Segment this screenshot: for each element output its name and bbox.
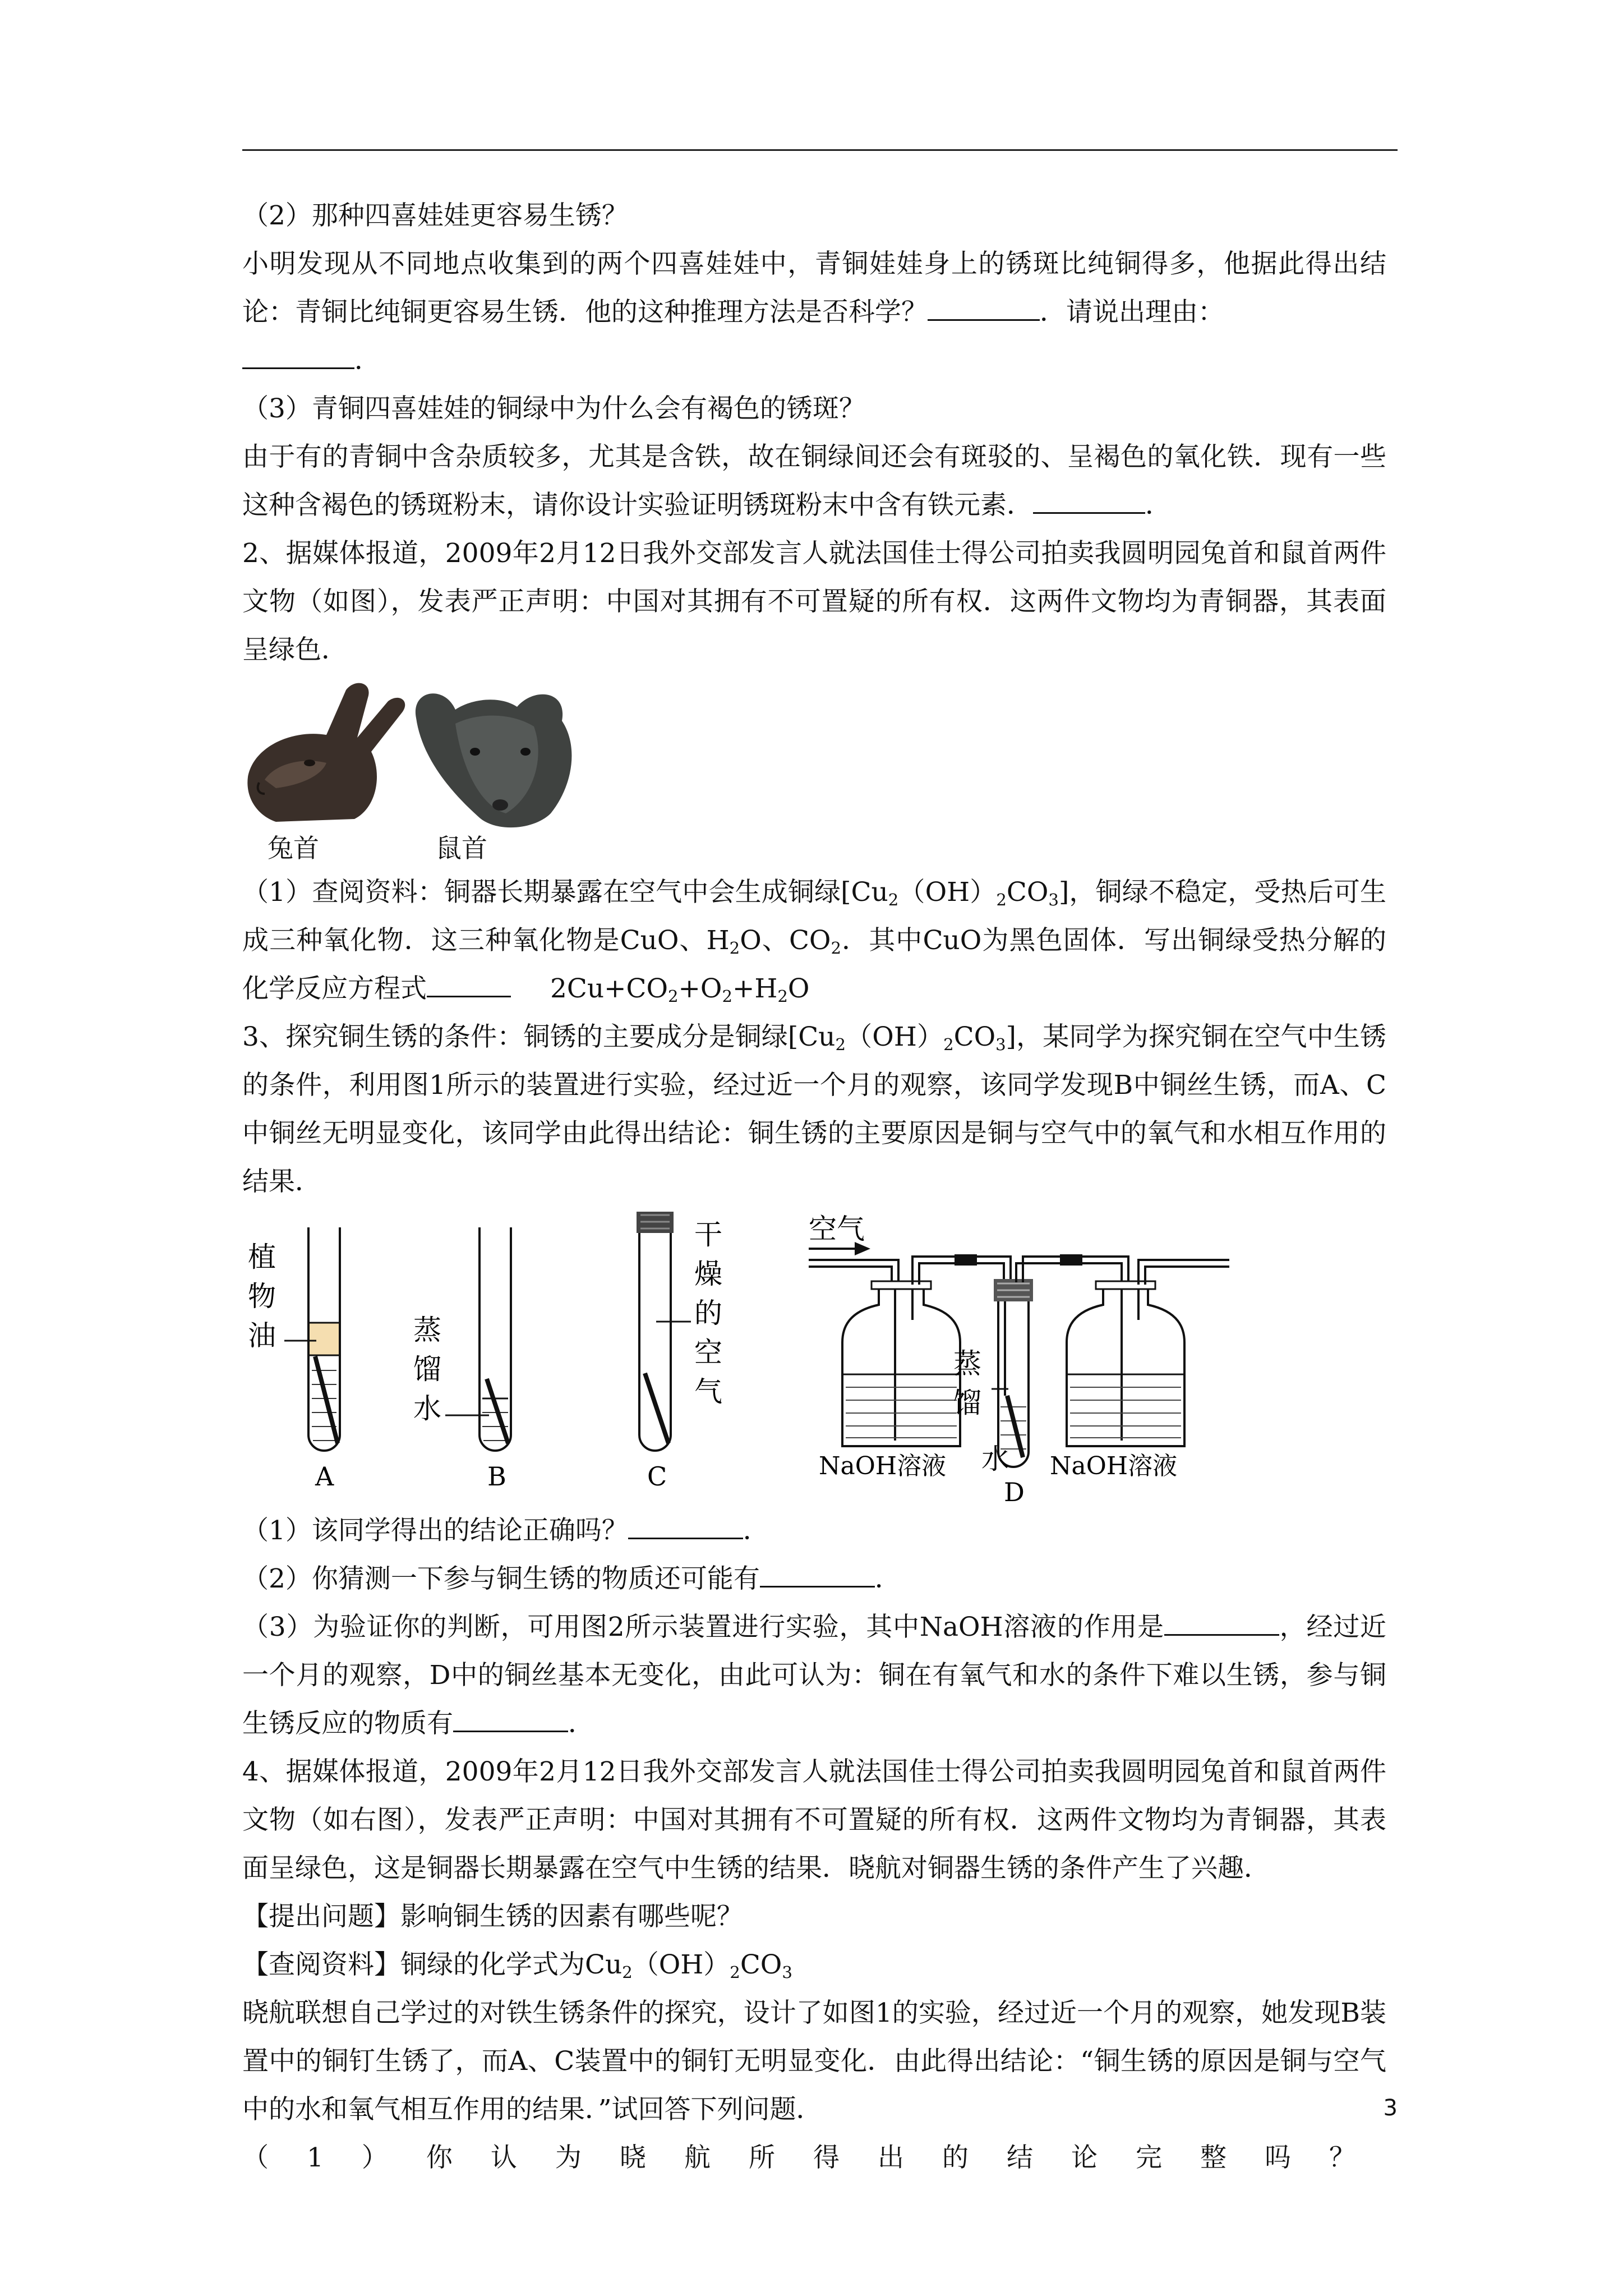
q1-part3-title: （3）青铜四喜娃娃的铜绿中为什么会有褐色的锈斑？ [242, 393, 865, 424]
label-dry-air: 的 [694, 1297, 722, 1329]
label-oil: 植 [248, 1241, 276, 1273]
label-tube-a: A [315, 1461, 334, 1492]
answer-blank[interactable] [1164, 1608, 1279, 1636]
label-apparatus-d: D [1004, 1477, 1025, 1502]
label-air: 空气 [809, 1213, 865, 1245]
q3-part3: （3）为验证你的判断，可用图2所示装置进行实验，其中NaOH溶液的作用是 ，经过近一个月的观察，D中的铜丝基本无变化，由此可认为：铜在有氧气和水的条件下难以生锈，参与铜生锈反应的物质有 ． [242, 1603, 1386, 1748]
rabbit-label: 兔首 [268, 833, 319, 863]
answer-blank[interactable] [1033, 486, 1145, 514]
answer-blank[interactable] [760, 1559, 875, 1588]
q2-part1: （1）查阅资料：铜器长期暴露在空气中会生成铜绿$[Cu_2(OH)_2CO_3]$，铜绿不稳定，受热后可生成三种氧化物．这三种氧化物是CuO、$H_2O$、$CO_2$．其中CuO为黑色固体．写出铜绿受热分解的化学反应方程式 $2Cu+CO_2+O_2+H_2O$ [242, 877, 1387, 1006]
header-rule [242, 149, 1398, 151]
label-naoh-right: NaOH溶液 [1050, 1452, 1178, 1480]
label-dry-air: 气 [694, 1375, 722, 1408]
test-tube-b [445, 1227, 511, 1451]
document-body [242, 192, 1386, 2182]
answer-blank[interactable] [242, 341, 354, 369]
test-tube-c [637, 1212, 691, 1451]
label-d-water: 馏 [953, 1387, 981, 1419]
q4-intro: 4、据媒体报道，2009年2月12日我外交部发言人就法国佳士得公司拍卖我圆明园兔首和鼠首两件文物（如右图），发表严正声明：中国对其拥有不可置疑的所有权．这两件文物均为青铜器，其表面呈绿色，这是铜器长期暴露在空气中生锈的结果．晓航对铜器生锈的条件产生了兴趣． [242, 1756, 1386, 1884]
q1-part2-title: （2）那种四喜娃娃更容易生锈？ [242, 200, 628, 231]
q1-part3-text: 由于有的青铜中含杂质较多，尤其是含铁，故在铜绿间还会有斑驳的、呈褐色的氧化铁．现有一些这种含褐色的锈斑粉末，请你设计实验证明锈斑粉末中含有铁元素． ． [242, 441, 1386, 521]
q4-data: 【查阅资料】铜绿的化学式为$Cu_2(OH)_2CO_3$ [242, 1949, 792, 1982]
label-water: 馏 [413, 1353, 441, 1386]
label-oil: 油 [248, 1319, 276, 1352]
label-tube-c: C [647, 1461, 667, 1492]
answer-blank[interactable] [928, 293, 1040, 321]
label-dry-air: 燥 [694, 1258, 722, 1290]
q3-part1: （1）该同学得出的结论正确吗？ ． [242, 1507, 1386, 1555]
label-tube-b: B [487, 1461, 506, 1492]
figure-copper-rust-apparatus [242, 1211, 1386, 1502]
q4-question: 【提出问题】影响铜生锈的因素有哪些呢？ [242, 1901, 743, 1932]
label-d-water: 蒸 [953, 1347, 981, 1380]
label-naoh-left: NaOH溶液 [819, 1452, 947, 1480]
rat-head-image [416, 693, 572, 827]
figure-rabbit-rat-heads [242, 679, 1386, 864]
apparatus-d [809, 1242, 1229, 1467]
q4-experiment: 晓航联想自己学过的对铁生锈条件的探究，设计了如图1的实验，经过近一个月的观察，她发现B装置中的铜钉生锈了，而A、C装置中的铜钉无明显变化．由此得出结论：“铜生锈的原因是铜与空气中的水和氧气相互作用的结果．”试回答下列问题． [242, 1998, 1386, 2125]
answer-blank[interactable] [628, 1511, 743, 1539]
bronze-heads-illustration [242, 679, 646, 864]
label-dry-air: 空 [694, 1336, 722, 1369]
answer-blank[interactable] [453, 1704, 568, 1732]
q3-intro: 3、探究铜生锈的条件：铜锈的主要成分是铜绿$[Cu_2(OH)_2CO_3]$，某同学为探究铜在空气中生锈的条件，利用图1所示的装置进行实验，经过近一个月的观察，该同学发现B中铜丝生锈，而A、C中铜丝无明显变化，该同学由此得出结论：铜生锈的主要原因是铜与空气中的氧气和水相互作用的结果． [242, 1022, 1386, 1197]
label-water: 蒸 [413, 1314, 441, 1346]
answer-blank[interactable] [427, 969, 511, 997]
rat-label: 鼠首 [436, 833, 487, 863]
q1-part2-text: 小明发现从不同地点收集到的两个四喜娃娃中，青铜娃娃身上的锈斑比纯铜得多，他据此得出结论：青铜比纯铜更容易生锈．他的这种推理方法是否科学？ ．请说出理由： ． [242, 249, 1386, 376]
label-d-water: 水 [981, 1443, 1009, 1475]
page-number: 3 [1383, 2095, 1398, 2121]
q2-intro: 2、据媒体报道，2009年2月12日我外交部发言人就法国佳士得公司拍卖我圆明园兔首和鼠首两件文物（如图），发表严正声明：中国对其拥有不可置疑的所有权．这两件文物均为青铜器，其表面呈绿色． [242, 538, 1386, 665]
label-oil: 物 [248, 1280, 276, 1313]
q4-part1: （1）你认为晓航所得出的结论完整吗？ [242, 2142, 1386, 2173]
apparatus-diagram [242, 1211, 1386, 1502]
label-dry-air: 干 [694, 1218, 722, 1251]
rabbit-head-image [247, 683, 405, 822]
test-tube-a [284, 1227, 340, 1451]
label-water: 水 [413, 1392, 441, 1425]
q3-part2: （2）你猜测一下参与铜生锈的物质还可能有 ． [242, 1555, 1386, 1603]
